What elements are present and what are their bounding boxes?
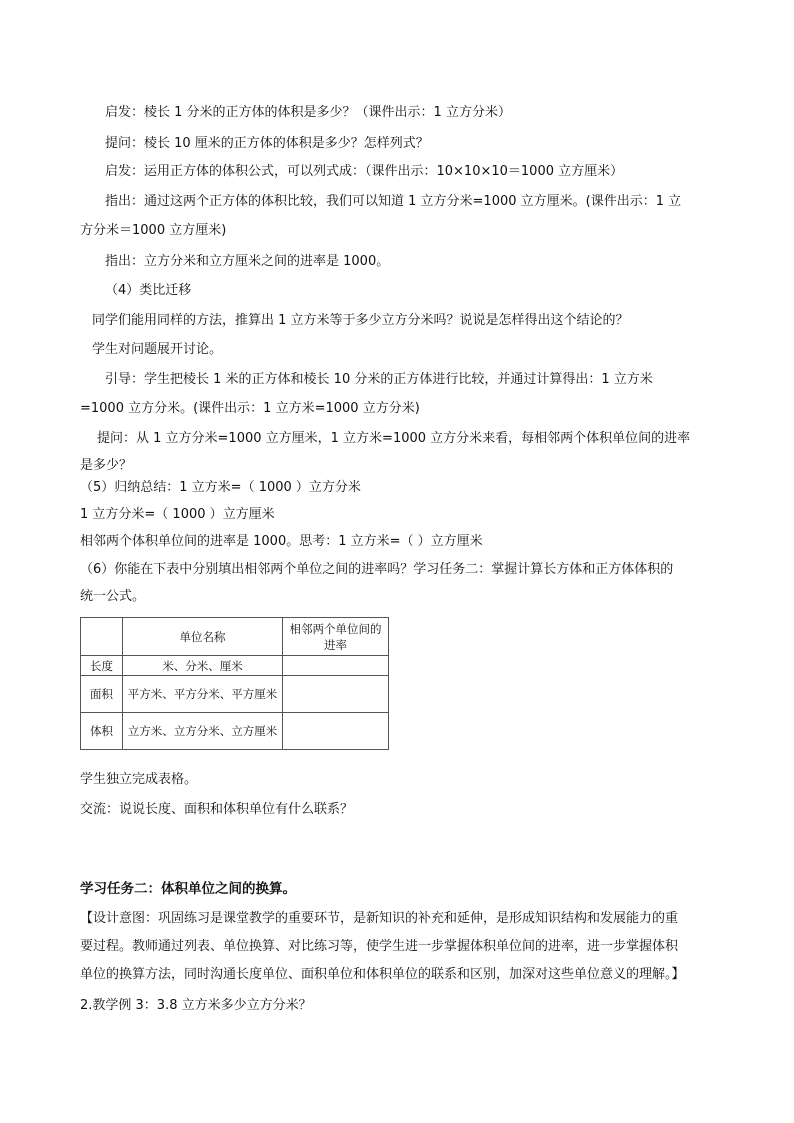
table-row [81,676,389,713]
table-cell [283,656,389,676]
table-header-cell [81,618,123,656]
text-line: 1 立方分米=（ 1000 ）立方厘米 [80,507,275,522]
design-intent-text: 单位的换算方法，同时沟通长度单位、面积单位和体积单位的联系和区别，加深对这些单位意义的理解。】 [80,967,685,982]
text-line: （5）归纳总结：1 立方米=（ 1000 ）立方分米 [80,480,361,495]
design-intent-text: 【设计意图：巩固练习是课堂教学的重要环节，是新知识的补充和延伸，是形成知识结构和发展能力的重 [80,911,679,926]
text-line: 是多少？ [80,458,133,473]
table-cell: 长度 [81,656,123,676]
text-line: 指出：立方分米和立方厘米之间的进率是 1000。 [105,254,390,269]
table-header-row [81,618,389,656]
text-line: 引导：学生把棱长 1 米的正方体和棱长 10 分米的正方体进行比较，并通过计算得出：1 立方米 [105,372,653,387]
text-line: 启发：运用正方体的体积公式，可以列式成：（课件出示：10×10×10＝1000 立方厘米） [105,164,624,179]
table-cell: 米、分米、厘米 [123,656,283,676]
text-line: 交流：说说长度、面积和体积单位有什么联系？ [80,802,354,817]
text-line: 指出：通过这两个正方体的体积比较，我们可以知道 1 立方分米=1000 立方厘米。(课件出示：1 立 [105,194,682,209]
table-cell [283,676,389,713]
table-cell [283,713,389,750]
text-line: 方分米＝1000 立方厘米) [80,223,227,238]
text-line: 启发：棱长 1 分米的正方体的体积是多少？（课件出示：1 立方分米） [105,105,511,120]
text-line: 提问：棱长 10 厘米的正方体的体积是多少？怎样列式？ [105,136,429,151]
units-table [80,617,389,750]
text-line: 2.教学例 3：3.8 立方米多少立方分米？ [80,998,312,1013]
text-line: （6）你能在下表中分别填出相邻两个单位之间的进率吗？学习任务二：掌握计算长方体和正方体体积的 [80,562,674,577]
table-cell: 体积 [81,713,123,750]
text-line: =1000 立方分米。(课件出示：1 立方米=1000 立方分米) [80,401,420,416]
design-intent-text: 要过程。教师通过列表、单位换算、对比练习等，使学生进一步掌握体积单位间的进率，进一步掌握体积 [80,939,679,954]
table-header-cell: 单位名称 [123,618,283,656]
text-line: 学生独立完成表格。 [80,772,198,787]
table-row [81,656,389,676]
text-line: 相邻两个体积单位间的进率是 1000。思考：1 立方米=（ ）立方厘米 [80,534,483,549]
section-title: 学习任务二：体积单位之间的换算。 [80,881,296,897]
table-cell: 平方米、平方分米、平方厘米 [123,676,283,713]
text-line: 学生对问题展开讨论。 [92,342,223,357]
table-cell: 立方米、立方分米、立方厘米 [123,713,283,750]
table-row [81,713,389,750]
table-header-cell: 相邻两个单位间的进率 [283,618,389,656]
table-cell: 面积 [81,676,123,713]
text-line: 提问：从 1 立方分米=1000 立方厘米，1 立方米=1000 立方分米来看，每相邻两个体积单位间的进率 [97,431,691,446]
text-line: 同学们能用同样的方法，推算出 1 立方米等于多少立方分米吗？说说是怎样得出这个结论的？ [92,313,629,328]
section-heading: （4）类比迁移 [105,283,192,298]
text-line: 统一公式。 [80,589,146,604]
